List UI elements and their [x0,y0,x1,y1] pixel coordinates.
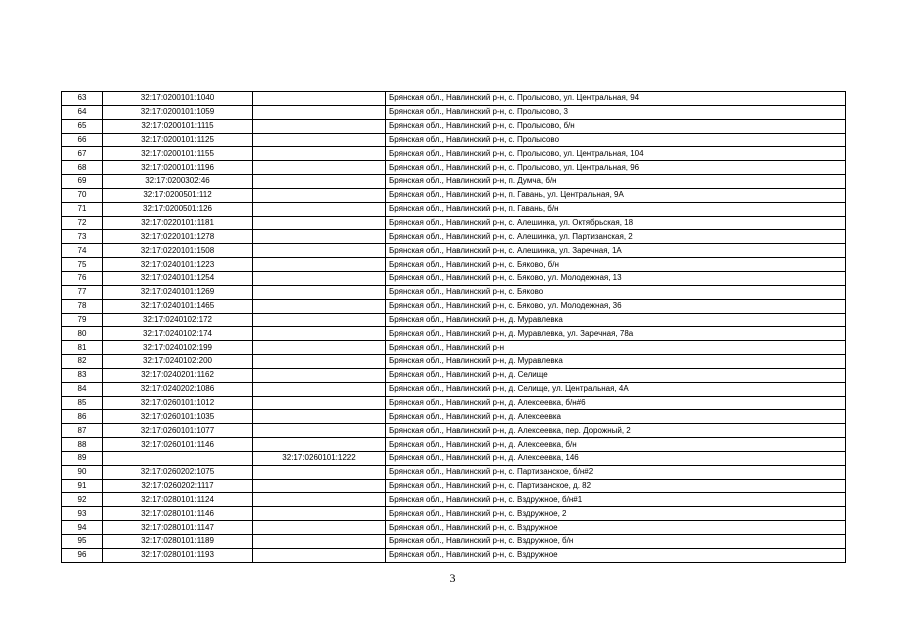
cadastral-number-cell: 32:17:0280101:1193 [103,548,253,562]
row-number-cell: 68 [62,161,103,175]
cadastral-number-alt-cell [253,313,386,327]
cadastral-number-alt-cell [253,202,386,216]
cadastral-number-cell: 32:17:0200501:126 [103,202,253,216]
cadastral-number-alt-cell [253,327,386,341]
address-cell: Брянская обл., Навлинский р-н, п. Гавань, б/н [386,202,846,216]
table-row [62,244,846,258]
table-row [62,535,846,549]
cadastral-number-alt-cell [253,382,386,396]
table-row [62,341,846,355]
row-number-cell: 94 [62,521,103,535]
row-number-cell: 66 [62,133,103,147]
cadastral-number-alt-cell [253,92,386,106]
address-cell: Брянская обл., Навлинский р-н, с. Пролысово, 3 [386,105,846,119]
cadastral-number-alt-cell [253,175,386,189]
table-row [62,465,846,479]
cadastral-number-cell: 32:17:0280101:1147 [103,521,253,535]
table-row [62,119,846,133]
row-number-cell: 89 [62,451,103,465]
address-cell: Брянская обл., Навлинский р-н, д. Муравлевка [386,355,846,369]
cadastral-number-alt-cell [253,216,386,230]
address-cell: Брянская обл., Навлинский р-н, с. Вздружное, 2 [386,507,846,521]
row-number-cell: 93 [62,507,103,521]
cadastral-number-alt-cell [253,285,386,299]
table-row [62,313,846,327]
address-cell: Брянская обл., Навлинский р-н, с. Алешинка, ул. Партизанская, 2 [386,230,846,244]
row-number-cell: 79 [62,313,103,327]
table-row [62,133,846,147]
cadastral-number-alt-cell [253,244,386,258]
row-number-cell: 76 [62,271,103,285]
row-number-cell: 63 [62,92,103,106]
cadastral-number-cell: 32:17:0240102:174 [103,327,253,341]
table-row [62,548,846,562]
cadastral-number-alt-cell [253,521,386,535]
table-row [62,285,846,299]
cadastral-number-cell: 32:17:0280101:1146 [103,507,253,521]
cadastral-number-cell: 32:17:0240101:1254 [103,271,253,285]
row-number-cell: 72 [62,216,103,230]
address-cell: Брянская обл., Навлинский р-н, д. Алексеевка, пер. Дорожный, 2 [386,424,846,438]
address-cell: Брянская обл., Навлинский р-н, д. Селище, ул. Центральная, 4А [386,382,846,396]
row-number-cell: 77 [62,285,103,299]
table-row [62,299,846,313]
table-row [62,161,846,175]
row-number-cell: 75 [62,258,103,272]
address-cell: Брянская обл., Навлинский р-н, с. Вздружное, б/н#1 [386,493,846,507]
cadastral-number-alt-cell [253,465,386,479]
address-cell: Брянская обл., Навлинский р-н, п. Думча, б/н [386,175,846,189]
table-row [62,105,846,119]
table-row [62,175,846,189]
address-cell: Брянская обл., Навлинский р-н, д. Муравлевка, ул. Заречная, 78а [386,327,846,341]
address-cell: Брянская обл., Навлинский р-н, с. Вздружное [386,521,846,535]
cadastral-number-cell: 32:17:0220101:1181 [103,216,253,230]
address-cell: Брянская обл., Навлинский р-н, с. Пролысово, ул. Центральная, 104 [386,147,846,161]
row-number-cell: 83 [62,368,103,382]
cadastral-number-alt-cell [253,507,386,521]
table-row [62,410,846,424]
address-cell: Брянская обл., Навлинский р-н, д. Селище [386,368,846,382]
cadastral-number-cell: 32:17:0220101:1278 [103,230,253,244]
row-number-cell: 73 [62,230,103,244]
cadastral-number-cell: 32:17:0240201:1162 [103,368,253,382]
table-row [62,216,846,230]
cadastral-number-alt-cell [253,230,386,244]
address-cell: Брянская обл., Навлинский р-н, д. Алексеевка, 146 [386,451,846,465]
cadastral-number-alt-cell [253,368,386,382]
cadastral-number-cell: 32:17:0200501:112 [103,188,253,202]
address-cell: Брянская обл., Навлинский р-н, д. Алексеевка, б/н [386,438,846,452]
cadastral-number-alt-cell [253,548,386,562]
cadastral-number-alt-cell [253,119,386,133]
address-cell: Брянская обл., Навлинский р-н, с. Бяково, ул. Молодежная, 13 [386,271,846,285]
row-number-cell: 67 [62,147,103,161]
cadastral-number-alt-cell [253,341,386,355]
cadastral-number-alt-cell [253,355,386,369]
cadastral-number-alt-cell [253,271,386,285]
table-row [62,355,846,369]
row-number-cell: 86 [62,410,103,424]
cadastral-number-alt-cell [253,105,386,119]
address-cell: Брянская обл., Навлинский р-н, с. Алешинка, ул. Заречная, 1А [386,244,846,258]
row-number-cell: 78 [62,299,103,313]
address-cell: Брянская обл., Навлинский р-н, с. Пролысово, ул. Центральная, 96 [386,161,846,175]
row-number-cell: 82 [62,355,103,369]
row-number-cell: 92 [62,493,103,507]
row-number-cell: 84 [62,382,103,396]
parcel-table [61,91,846,563]
cadastral-number-alt-cell [253,424,386,438]
table-row [62,188,846,202]
table-row [62,271,846,285]
table-row [62,493,846,507]
cadastral-number-cell: 32:17:0260101:1146 [103,438,253,452]
table-row [62,258,846,272]
cadastral-number-alt-cell [253,258,386,272]
parcel-table-body [62,92,846,563]
cadastral-number-alt-cell [253,479,386,493]
cadastral-number-alt-cell [253,147,386,161]
row-number-cell: 95 [62,535,103,549]
page-number: 3 [449,571,456,585]
row-number-cell: 96 [62,548,103,562]
row-number-cell: 90 [62,465,103,479]
cadastral-number-alt-cell [253,299,386,313]
address-cell: Брянская обл., Навлинский р-н, с. Пролысово [386,133,846,147]
row-number-cell: 65 [62,119,103,133]
cadastral-number-cell: 32:17:0200101:1125 [103,133,253,147]
cadastral-number-cell: 32:17:0240102:199 [103,341,253,355]
cadastral-number-cell: 32:17:0240101:1465 [103,299,253,313]
cadastral-number-cell: 32:17:0260101:1035 [103,410,253,424]
table-row [62,451,846,465]
cadastral-number-cell: 32:17:0240101:1269 [103,285,253,299]
cadastral-number-cell: 32:17:0260101:1012 [103,396,253,410]
address-cell: Брянская обл., Навлинский р-н, с. Бяково, б/н [386,258,846,272]
address-cell: Брянская обл., Навлинский р-н, с. Пролысово, ул. Центральная, 94 [386,92,846,106]
address-cell: Брянская обл., Навлинский р-н, с. Вздружное [386,548,846,562]
table-row [62,382,846,396]
table-row [62,396,846,410]
address-cell: Брянская обл., Навлинский р-н, п. Гавань, ул. Центральная, 9А [386,188,846,202]
cadastral-number-cell: 32:17:0200302:46 [103,175,253,189]
cadastral-number-cell: 32:17:0240102:172 [103,313,253,327]
row-number-cell: 71 [62,202,103,216]
cadastral-number-cell: 32:17:0220101:1508 [103,244,253,258]
cadastral-number-alt-cell [253,493,386,507]
address-cell: Брянская обл., Навлинский р-н, с. Партизанское, д. 82 [386,479,846,493]
address-cell: Брянская обл., Навлинский р-н [386,341,846,355]
cadastral-number-cell: 32:17:0200101:1115 [103,119,253,133]
cadastral-number-cell [103,451,253,465]
address-cell: Брянская обл., Навлинский р-н, с. Вздружное, б/н [386,535,846,549]
row-number-cell: 69 [62,175,103,189]
table-row [62,507,846,521]
cadastral-number-alt-cell [253,161,386,175]
cadastral-number-cell: 32:17:0260101:1077 [103,424,253,438]
table-row [62,92,846,106]
address-cell: Брянская обл., Навлинский р-н, с. Бяково [386,285,846,299]
address-cell: Брянская обл., Навлинский р-н, с. Алешинка, ул. Октябрьская, 18 [386,216,846,230]
address-cell: Брянская обл., Навлинский р-н, с. Партизанское, б/н#2 [386,465,846,479]
cadastral-number-alt-cell [253,188,386,202]
cadastral-number-cell: 32:17:0260202:1117 [103,479,253,493]
row-number-cell: 87 [62,424,103,438]
cadastral-number-cell: 32:17:0280101:1189 [103,535,253,549]
table-row [62,368,846,382]
cadastral-number-cell: 32:17:0240202:1086 [103,382,253,396]
row-number-cell: 85 [62,396,103,410]
table-row [62,479,846,493]
cadastral-number-cell: 32:17:0280101:1124 [103,493,253,507]
cadastral-number-cell: 32:17:0200101:1059 [103,105,253,119]
row-number-cell: 80 [62,327,103,341]
cadastral-number-alt-cell [253,133,386,147]
table-row [62,521,846,535]
address-cell: Брянская обл., Навлинский р-н, д. Алексеевка, б/н#6 [386,396,846,410]
cadastral-number-alt-cell: 32:17:0260101:1222 [253,451,386,465]
cadastral-number-cell: 32:17:0200101:1196 [103,161,253,175]
row-number-cell: 81 [62,341,103,355]
row-number-cell: 74 [62,244,103,258]
address-cell: Брянская обл., Навлинский р-н, д. Муравлевка [386,313,846,327]
table-row [62,438,846,452]
address-cell: Брянская обл., Навлинский р-н, с. Бяково, ул. Молодежная, 36 [386,299,846,313]
table-row [62,230,846,244]
cadastral-number-alt-cell [253,438,386,452]
table-row [62,147,846,161]
row-number-cell: 91 [62,479,103,493]
row-number-cell: 88 [62,438,103,452]
cadastral-number-cell: 32:17:0240101:1223 [103,258,253,272]
cadastral-number-cell: 32:17:0240102:200 [103,355,253,369]
row-number-cell: 64 [62,105,103,119]
address-cell: Брянская обл., Навлинский р-н, с. Пролысово, б/н [386,119,846,133]
cadastral-number-alt-cell [253,535,386,549]
address-cell: Брянская обл., Навлинский р-н, д. Алексеевка [386,410,846,424]
table-row [62,327,846,341]
row-number-cell: 70 [62,188,103,202]
table-row [62,202,846,216]
table-row [62,424,846,438]
cadastral-number-cell: 32:17:0260202:1075 [103,465,253,479]
cadastral-number-alt-cell [253,410,386,424]
cadastral-number-cell: 32:17:0200101:1155 [103,147,253,161]
cadastral-number-cell: 32:17:0200101:1040 [103,92,253,106]
cadastral-number-alt-cell [253,396,386,410]
